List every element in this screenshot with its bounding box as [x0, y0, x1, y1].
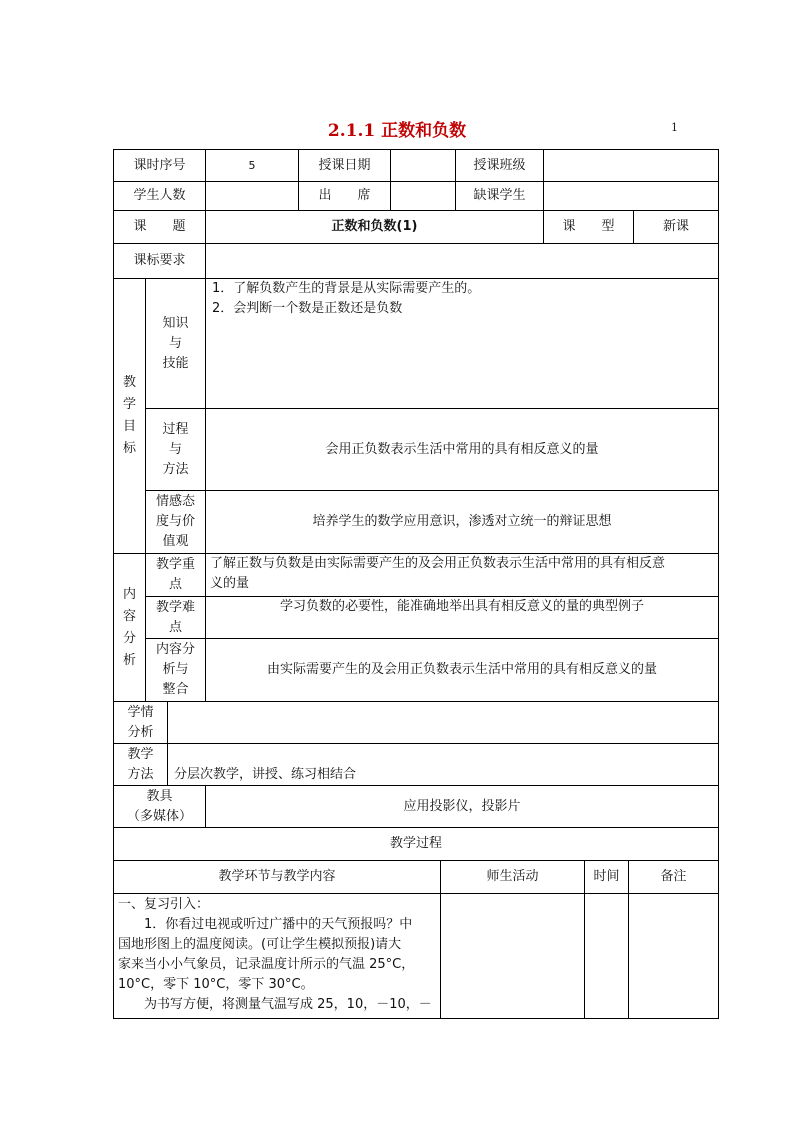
tools-label: 教具 （多媒体） — [126, 788, 192, 824]
knowledge-value: 1．了解负数产生的背景是从实际需要产生的。 2．会判断一个数是正数还是负数 — [212, 281, 481, 316]
process-line: 国地形图上的温度阅读。(可让学生模拟预报)请大 — [118, 937, 402, 952]
key-point-value: 了解正数与负数是由实际需要产生的及会用正负数表示生活中常用的具有相反意 义的量 — [210, 556, 666, 591]
difficulty-label: 教学难 点 — [155, 599, 195, 635]
page-number: 1 — [671, 121, 678, 134]
integration-label: 内容分 析与 整合 — [155, 642, 195, 697]
col-header-time: 时间 — [593, 869, 620, 884]
col-header-activity: 师生活动 — [486, 869, 539, 884]
page-title: 2.1.1 正数和负数 — [327, 121, 467, 141]
standards-value — [206, 244, 718, 278]
process-content-text — [118, 895, 440, 1019]
emotion-value: 培养学生的数学应用意识，渗透对立统一的辩证思想 — [312, 514, 612, 529]
students-label: 学生人数 — [133, 188, 186, 203]
type-label: 课 型 — [562, 219, 615, 234]
process-method-value: 会用正负数表示生活中常用的具有相反意义的量 — [325, 441, 599, 457]
lesson-no-value: 5 — [248, 158, 256, 172]
student-analysis-value — [168, 702, 718, 743]
attendance-value — [391, 182, 455, 210]
students-value — [206, 182, 298, 210]
student-analysis-label: 学情 分析 — [127, 704, 154, 740]
integration-value: 由实际需要产生的及会用正负数表示生活中常用的具有相反意义的量 — [266, 662, 657, 677]
class-label: 授课班级 — [473, 157, 526, 173]
date-value — [391, 150, 455, 181]
class-value — [544, 150, 718, 181]
knowledge-label: 知识 与 技能 — [162, 315, 189, 371]
attendance-label: 出 席 — [318, 188, 371, 203]
date-label: 授课日期 — [318, 157, 371, 173]
process-line: 为书写方便，将测量气温写成 25，10，－10，－ — [118, 997, 432, 1012]
difficulty-value: 学习负数的必要性，能准确地举出具有相反意义的量的典型例子 — [279, 599, 644, 614]
process-method-label: 过程 与 方法 — [162, 421, 189, 477]
col-header-content: 教学环节与教学内容 — [218, 869, 336, 884]
absent-label: 缺课学生 — [473, 188, 526, 203]
absent-value — [544, 182, 718, 210]
emotion-label: 情感态 度与价 值观 — [155, 494, 195, 549]
key-point-label: 教学重 点 — [155, 557, 195, 592]
goals-label: 教 学 目 标 — [122, 375, 136, 456]
process-line: 一、复习引入： — [118, 897, 210, 912]
method-value: 分层次教学，讲授、练习相结合 — [174, 766, 357, 782]
content-analysis-label: 内 容 分 析 — [122, 586, 136, 668]
topic-label: 课 题 — [133, 219, 186, 234]
method-label: 教学 方法 — [127, 746, 154, 782]
standards-label: 课标要求 — [133, 253, 186, 268]
type-value: 新课 — [662, 219, 689, 234]
process-header: 教学过程 — [389, 836, 442, 851]
process-line: 1．你看过电视或听过广播中的天气预报吗？中 — [118, 917, 413, 932]
process-line: 家来当小小气象员，记录温度计所示的气温 25°C， — [118, 957, 415, 972]
col-header-note: 备注 — [660, 869, 687, 884]
topic-value: 正数和负数(1) — [331, 219, 418, 234]
lesson-no-label: 课时序号 — [133, 157, 186, 173]
tools-value: 应用投影仪，投影片 — [403, 798, 521, 814]
process-line: 10°C，零下 10°C，零下 30°C。 — [118, 977, 314, 992]
